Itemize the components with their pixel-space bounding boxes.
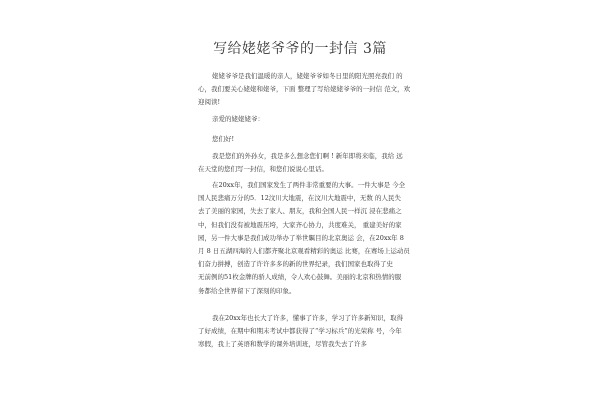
text-line: 亲爱的姥姥姥爷： xyxy=(212,115,264,123)
text-line: 园，另一件大事是我们成功举办了举世瞩目的北京奥运 会，在20xx年 8 xyxy=(198,233,404,242)
text-line: 心，我们要关心姥姥和姥爷，下面 整理了写给姥姥爷爷的一封信 范文，欢 xyxy=(198,85,411,94)
paragraph-missing-you xyxy=(198,150,402,176)
text-line: 您们好! xyxy=(212,135,235,143)
text-line: 寒假，我上了英语和数学的课外培训班，尽管我失去了许多 xyxy=(198,340,367,349)
text-line: 迎阅读! xyxy=(198,98,221,107)
text-line: 我是您们的外孙女，我是多么想念您们啊 ! 新年即将来临，我给 远 xyxy=(212,152,403,160)
paragraph-growth xyxy=(198,312,402,352)
text-line: 我在20xx年也长大了许多，懂事了许多，学习了许多新知识，取得 xyxy=(212,314,404,322)
text-line: 中，但我们没有被地震压垮，大家齐心协力，共度难关， 重建美好的家 xyxy=(198,220,402,229)
greeting xyxy=(198,133,402,146)
text-line: 在天堂的您们写一封信，和您们说说心里话。 xyxy=(198,165,328,174)
text-line: 务都给全世界留下了深刻的印象。 xyxy=(198,286,296,295)
text-line: 姥姥爷爷是我们温暖的亲人，姥姥爷爷如冬日里的阳光照亮我们 的 xyxy=(212,72,403,80)
text-line: 无前例的51枚金牌的骄人成绩，令人欢心鼓舞。美丽的北京和热情的服 xyxy=(198,273,402,282)
paragraph-events xyxy=(198,179,410,298)
salutation xyxy=(198,113,402,126)
text-line: 了好成绩，在期中和期末考试中都获得了“学习标兵”的光荣称 号，今年 xyxy=(198,327,402,336)
text-line: 去了美丽的家园，失去了家人、朋友，我和全国人民一样沉 浸在悲痛之 xyxy=(198,207,402,216)
text-line: 们奋力拼搏，创造了许许多多的新的世界纪录，我们国家也取得了史 xyxy=(198,260,393,269)
text-line: 月 8 日五湖四海的人们都齐聚北京观看精彩的奥运 比赛，在赛场上运动员 xyxy=(198,246,410,255)
text-line: 在20xx年，我们国家发生了两件非常重要的大事。一件大事是 今全 xyxy=(212,181,406,189)
paragraph-intro xyxy=(198,70,411,110)
document-title: 写给姥姥爷爷的一封信 3篇 xyxy=(213,41,387,57)
text-line: 国人民悲痛万分的5．12汶川大地震，在汶川大地震中，无数 的人民失 xyxy=(198,194,401,203)
